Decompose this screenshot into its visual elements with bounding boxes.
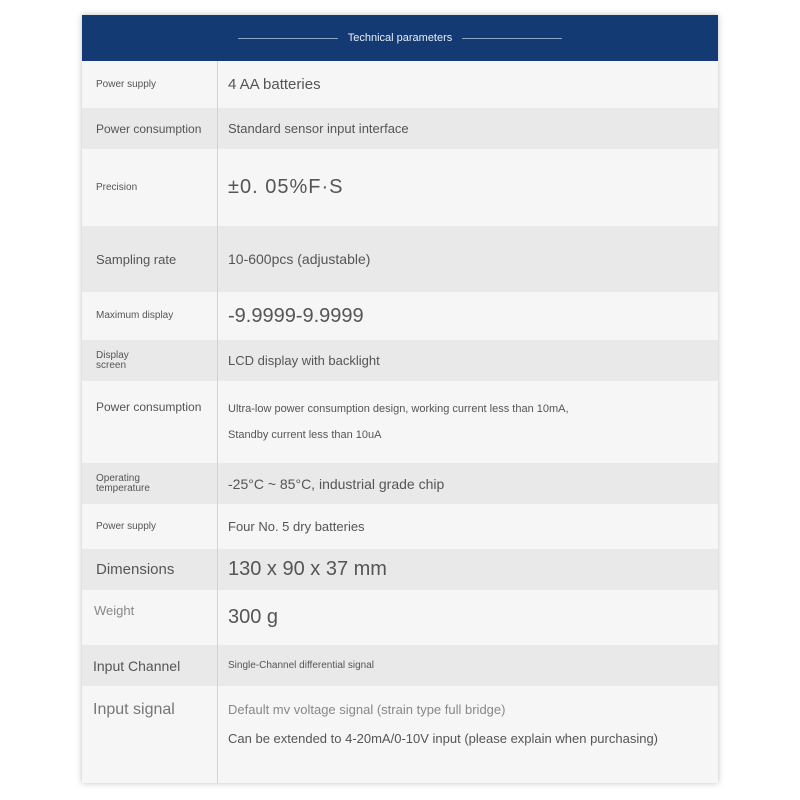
- spec-value: Four No. 5 dry batteries: [228, 519, 365, 534]
- spec-row-weight: [82, 590, 718, 645]
- spec-value: 130 x 90 x 37 mm: [228, 558, 387, 580]
- header-title: Technical parameters: [347, 32, 453, 44]
- spec-row-precision: [82, 149, 718, 226]
- spec-label: Input signal: [82, 686, 218, 783]
- spec-value: Standard sensor input interface: [228, 121, 409, 136]
- spec-value: 10-600pcs (adjustable): [228, 251, 371, 267]
- spec-label: Sampling rate: [82, 226, 218, 292]
- header-right-rule: [462, 38, 562, 39]
- spec-row-power-consumption-2: [82, 381, 718, 463]
- spec-value: 4 AA batteries: [228, 76, 321, 93]
- spec-label: Power consumption: [82, 108, 218, 149]
- spec-value: Default mv voltage signal (strain type full bridge) Can be extended to 4-20mA/0-10V input (please explain when purchasing): [228, 702, 658, 746]
- spec-row-power-consumption: [82, 108, 718, 149]
- spec-row-dimensions: [82, 549, 718, 590]
- spec-row-power-supply-2: [82, 504, 718, 549]
- spec-row-input-signal: [82, 686, 718, 783]
- spec-row-operating-temperature: [82, 463, 718, 504]
- spec-label: Display screen: [82, 340, 218, 381]
- spec-value: Ultra-low power consumption design, working current less than 10mA, Standby current less than 10uA: [228, 403, 569, 441]
- spec-row-display-screen: [82, 340, 718, 381]
- spec-label: Operating temperature: [82, 463, 218, 504]
- header-left-rule: [238, 38, 338, 39]
- spec-value: 300 g: [228, 606, 279, 628]
- spec-sheet: [82, 15, 718, 783]
- spec-value: ±0. 05%F·S: [228, 176, 344, 198]
- spec-row-input-channel: [82, 645, 718, 686]
- spec-label: Power supply: [82, 504, 218, 549]
- header-bar: [82, 15, 718, 61]
- spec-label: Input Channel: [82, 645, 218, 686]
- spec-row-sampling-rate: [82, 226, 718, 292]
- spec-row-power-supply: [82, 61, 718, 108]
- spec-value: Single-Channel differential signal: [228, 660, 375, 671]
- spec-label: Weight: [82, 590, 218, 645]
- spec-label: Power consumption: [82, 381, 218, 463]
- spec-value: LCD display with backlight: [228, 353, 380, 368]
- spec-label: Maximum display: [82, 292, 218, 340]
- spec-value: -9.9999-9.9999: [228, 304, 364, 327]
- spec-row-maximum-display: [82, 292, 718, 340]
- spec-label: Dimensions: [82, 549, 218, 590]
- spec-value: -25°C ~ 85°C, industrial grade chip: [228, 475, 445, 492]
- spec-label: Power supply: [82, 61, 218, 108]
- spec-label: Precision: [82, 149, 218, 226]
